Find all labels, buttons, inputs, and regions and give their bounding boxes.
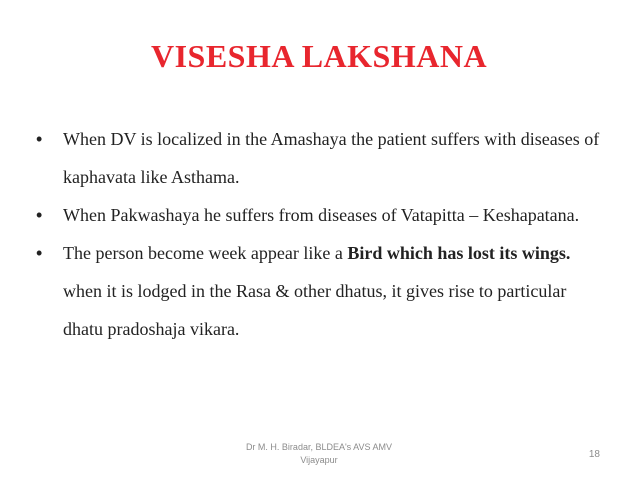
bullet-text: When DV is localized in the Amashaya the patient suffers with diseases of kaphavata like Asthama. xyxy=(63,129,600,187)
bullet-icon: • xyxy=(36,129,43,149)
bullet-icon: • xyxy=(36,205,43,225)
bullet-text-bold: Bird which has lost its wings. xyxy=(347,243,571,263)
slide-footer xyxy=(230,441,408,467)
bullet-item-1 xyxy=(36,120,606,196)
bullet-list xyxy=(36,120,606,348)
page-number: 18 xyxy=(588,449,600,460)
bullet-item-2 xyxy=(36,196,606,234)
bullet-text: When Pakwashaya he suffers from diseases of Vatapitta – Keshapatana. xyxy=(63,205,580,225)
footer-location: Vijayapur xyxy=(300,455,338,465)
slide-title: VISESHA LAKSHANA xyxy=(150,38,488,74)
footer-author: Dr M. H. Biradar, BLDEA's AVS AMV xyxy=(245,442,393,452)
bullet-text-after: when it is lodged in the Rasa & other dhatus, it gives rise to particular dhatu pradoshaja vikara. xyxy=(63,281,567,339)
bullet-item-3 xyxy=(36,234,606,348)
bullet-icon: • xyxy=(36,243,43,263)
bullet-text-before: The person become week appear like a xyxy=(63,243,348,263)
